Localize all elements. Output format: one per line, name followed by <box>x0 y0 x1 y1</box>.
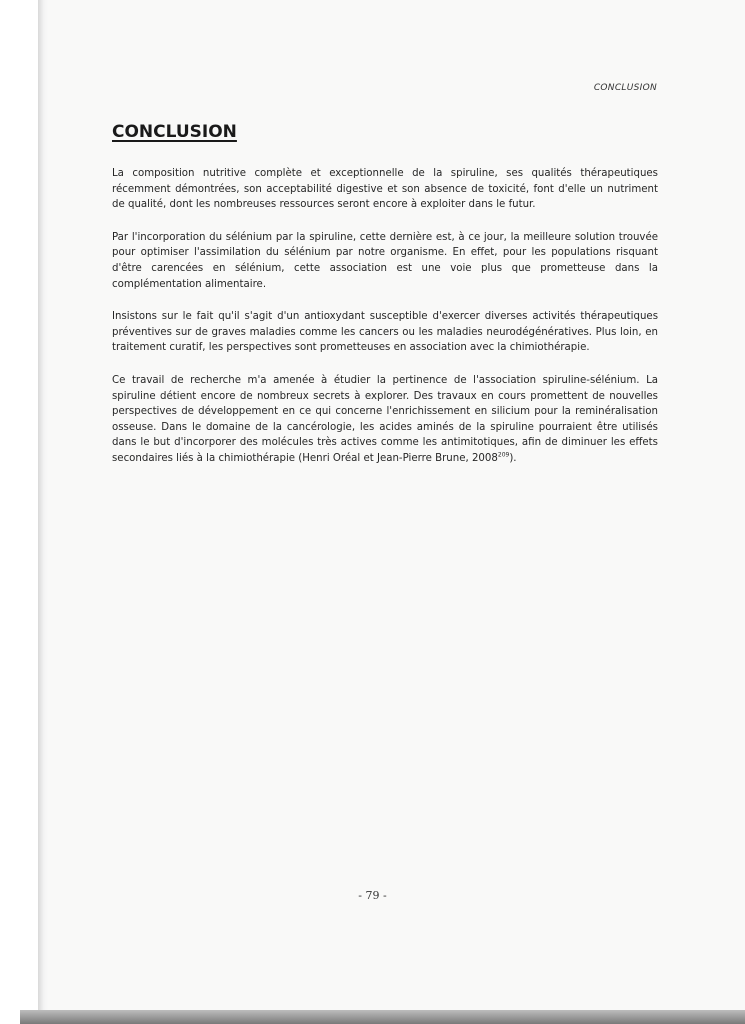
paragraph-4-text: Ce travail de recherche m'a amenée à étudier la pertinence de l'association spiruline-sélénium. La spiruline détient encore de nombreux secrets à explorer. Des travaux en cours promettent de nouvelles perspectives de développement en ce qui concerne l'enrichissement en silicium pour la reminéralisation osseuse. Dans le domaine de la cancérologie, les acides aminés de la spiruline pourraient être utilisés dans le but d'incorporer des molécules très actives comme les antimitotiques, afin de diminuer les effets secondaires liés à la chimiothérapie (Henri Oréal et Jean-Pierre Brune, 2008 <box>112 374 658 464</box>
page-number: - 79 - <box>358 889 387 902</box>
scan-bottom-edge <box>20 1010 745 1024</box>
scan-binding-shadow <box>38 0 48 1010</box>
running-header: CONCLUSION <box>593 83 657 93</box>
paragraph-3: Insistons sur le fait qu'il s'agit d'un antioxydant susceptible d'exercer diverses activités thérapeutiques préventives sur de graves maladies comme les cancers ou les maladies neurodégénératives. Plus loin, en traitement curatif, les perspectives sont prometteuses en association avec la chimiothérapie. <box>112 311 658 354</box>
paragraph-4 <box>112 373 658 467</box>
page-title: CONCLUSION <box>112 122 237 142</box>
scan-left-margin <box>0 0 38 1024</box>
body-text <box>112 166 658 484</box>
paragraph-2: Par l'incorporation du sélénium par la spiruline, cette dernière est, à ce jour, la meilleure solution trouvée pour optimiser l'assimilation du sélénium par notre organisme. En effet, pour les populations risquant d'être carencées en sélénium, cette association est une voie plus que prometteuse dans la complémentation alimentaire. <box>112 231 658 290</box>
paragraph-1: La composition nutritive complète et exceptionnelle de la spiruline, ses qualités thérapeutiques récemment démontrées, son acceptabilité digestive et son absence de toxicité, font d'elle un nutriment de qualité, dont les nombreuses ressources seront encore à exploiter dans le futur. <box>112 168 658 211</box>
paragraph-4-closing: ). <box>509 452 517 464</box>
citation-reference: 209 <box>497 451 510 459</box>
